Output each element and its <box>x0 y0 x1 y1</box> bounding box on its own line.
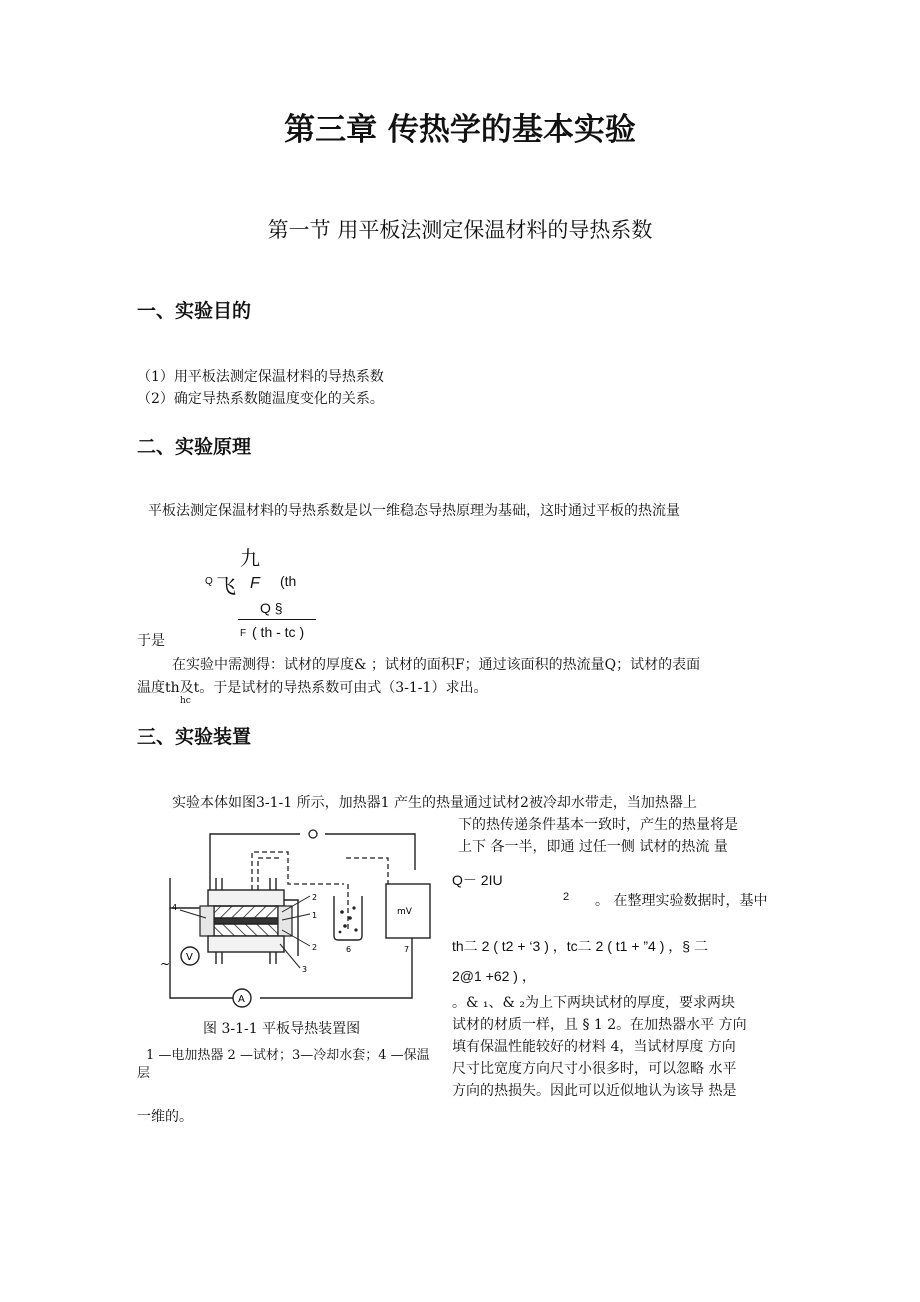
formula-1-q: Q <box>205 576 213 587</box>
label-6: 6 <box>346 945 352 954</box>
apparatus-line-3: Q－ 2IU <box>452 872 503 888</box>
formula-1-t: (th <box>280 573 297 589</box>
apparatus-line-4: 。 在整理实验数据时，基中 <box>595 893 768 909</box>
purpose-item-2: （2）确定导热系数随温度变化的关系。 <box>137 391 384 407</box>
purpose-heading: 一、实验目的 <box>137 300 252 322</box>
chapter-title: 第三章 传热学的基本实验 <box>284 112 636 148</box>
apparatus-tail: 一维的。 <box>137 1109 193 1125</box>
principle-para-subscript: hc <box>180 696 191 706</box>
label-3: 3 <box>302 965 308 974</box>
v-label: V <box>186 952 193 963</box>
figure-legend-line-2: 层 <box>137 1066 151 1081</box>
ac-source-label: ~ <box>160 957 171 971</box>
apparatus-line-6: 2@1 +62 ) ， <box>452 968 536 984</box>
apparatus-line-1: 下的热传递条件基本一致时，产生的热量将是 <box>458 817 738 833</box>
principle-para-line-1: 在实验中需测得：试材的厚度& ；试材的面积F；通过该面积的热流量Q；试材的表面 <box>172 657 701 673</box>
label-2b: 2 <box>312 943 318 952</box>
apparatus-figure <box>150 818 440 1018</box>
label-4: 4 <box>172 903 178 912</box>
apparatus-line-7: 。& ₁、& ₂为上下两块试材的厚度，要求两块 <box>452 995 736 1011</box>
a-label: A <box>238 994 245 1005</box>
apparatus-line-2: 上下 各一半，即通 过任一侧 试材的热流 量 <box>458 839 728 855</box>
apparatus-intro: 实验本体如图3-1-1 所示，加热器1 产生的热量通过试材2被冷却水带走，当加热器上 <box>172 795 697 811</box>
principle-intro: 平板法测定保温材料的导热系数是以一维稳态导热原理为基础，这时通过平板的热流量 <box>148 503 680 519</box>
label-7: 7 <box>404 945 410 954</box>
principle-para-line-2: 温度th及t。于是试材的导热系数可由式（3-1-1）求出。 <box>137 680 488 696</box>
formula-2-den-F: F <box>240 628 247 639</box>
figure-legend-line-1: 1 —电加热器 2 —试材；3—冷却水套；4 —保温 <box>146 1048 430 1063</box>
purpose-item-1: （1）用平板法测定保温材料的导热系数 <box>137 369 384 385</box>
apparatus-line-5: th二 2 ( t2 + ‘3 ) ，tc二 2 ( t1 + ”4 ) ，§ 二 <box>452 938 708 954</box>
mv-label: mV <box>397 907 412 917</box>
apparatus-line-9: 填有保温性能较好的材料 4，当试材厚度 方向 <box>452 1039 736 1055</box>
section-title: 第一节 用平板法测定保温材料的导热系数 <box>267 218 653 242</box>
apparatus-line-11: 方向的热损失。因此可以近似地认为该导 热是 <box>452 1083 737 1099</box>
label-2: 2 <box>312 893 318 902</box>
formula-2-denominator: ( th - tc ) <box>252 624 305 640</box>
figure-caption: 图 3-1-1 平板导热装置图 <box>203 1021 361 1037</box>
formula-2-numerator: Q § <box>260 600 283 616</box>
formula-1-top: 九 <box>240 548 260 570</box>
formula-2-fraction-bar <box>238 619 316 620</box>
apparatus-line-4-sup: 2 <box>563 891 570 903</box>
formula-1-F: F <box>250 575 260 592</box>
apparatus-line-8: 试材的材质一样，且 § 1 2。在加热器水平 方向 <box>452 1017 747 1033</box>
apparatus-heading: 三、实验装置 <box>137 726 252 748</box>
apparatus-line-10: 尺寸比宽度方向尺寸小很多时，可以忽略 水平 <box>452 1061 737 1077</box>
formula-2-label: 于是 <box>137 633 165 649</box>
formula-1-eq: 飞 <box>216 576 236 598</box>
label-1: 1 <box>312 911 318 920</box>
principle-heading: 二、实验原理 <box>137 436 252 458</box>
